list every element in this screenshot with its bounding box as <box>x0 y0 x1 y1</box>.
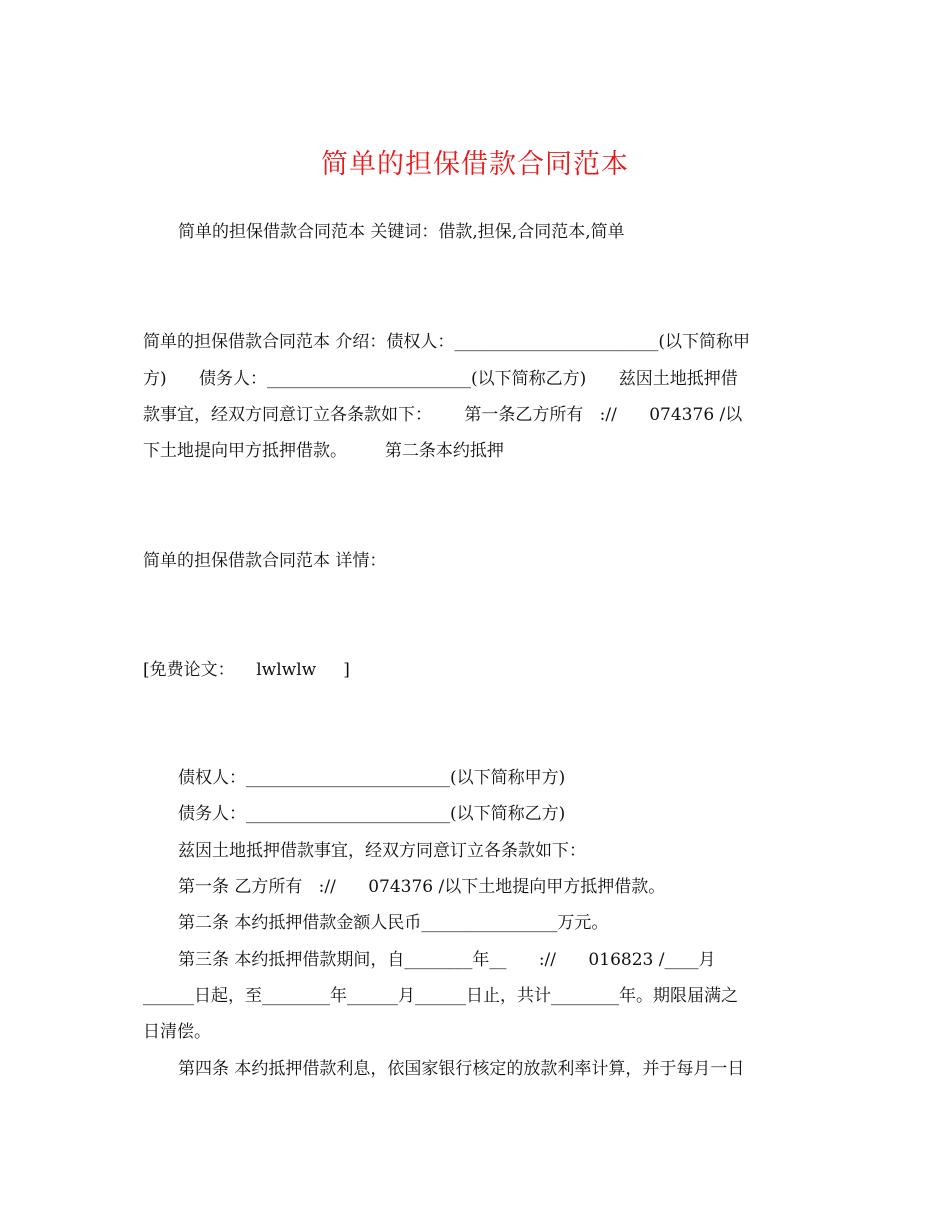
creditor-line: 债权人：________________________(以下简称甲方) <box>178 768 566 788</box>
intro-line-4: 下土地提向甲方抵押借款。 第二条本约抵押 <box>143 441 504 461</box>
keywords-line: 简单的担保借款合同范本 关键词：借款,担保,合同范本,简单 <box>178 222 625 242</box>
article-2-line: 第二条 本约抵押借款金额人民币________________万元。 <box>178 913 609 933</box>
article-3-continuation-1: ______日起，至________年______月______日止，共计________年。期限届满之 <box>143 986 738 1006</box>
free-paper-note: [免费论文： lwlwlw ] <box>143 660 350 680</box>
details-heading: 简单的担保借款合同范本 详情： <box>143 551 387 571</box>
purpose-line: 兹因土地抵押借款事宜，经双方同意订立各条款如下： <box>178 841 586 861</box>
article-4-line: 第四条 本约抵押借款利息，依国家银行核定的放款利率计算，并于每月一日 <box>178 1059 745 1079</box>
debtor-line: 债务人：________________________(以下简称乙方) <box>178 804 566 824</box>
intro-line-1: 简单的担保借款合同范本 介绍：债权人：________________________(以下简称甲 <box>143 332 751 352</box>
intro-line-3: 款事宜，经双方同意订立各条款如下： 第一条乙方所有 :// 074376 /以 <box>143 405 743 425</box>
article-1-line: 第一条 乙方所有 :// 074376 /以下土地提向甲方抵押借款。 <box>178 877 666 897</box>
page-title: 简单的担保借款合同范本 <box>321 149 629 180</box>
intro-line-2: 方) 债务人：________________________(以下简称乙方) 兹因土地抵押借 <box>143 369 738 389</box>
article-3-line: 第三条 本约抵押借款期间，自________年__ :// 016823 /____月 <box>178 950 716 970</box>
article-3-continuation-2: 日清偿。 <box>143 1022 211 1042</box>
